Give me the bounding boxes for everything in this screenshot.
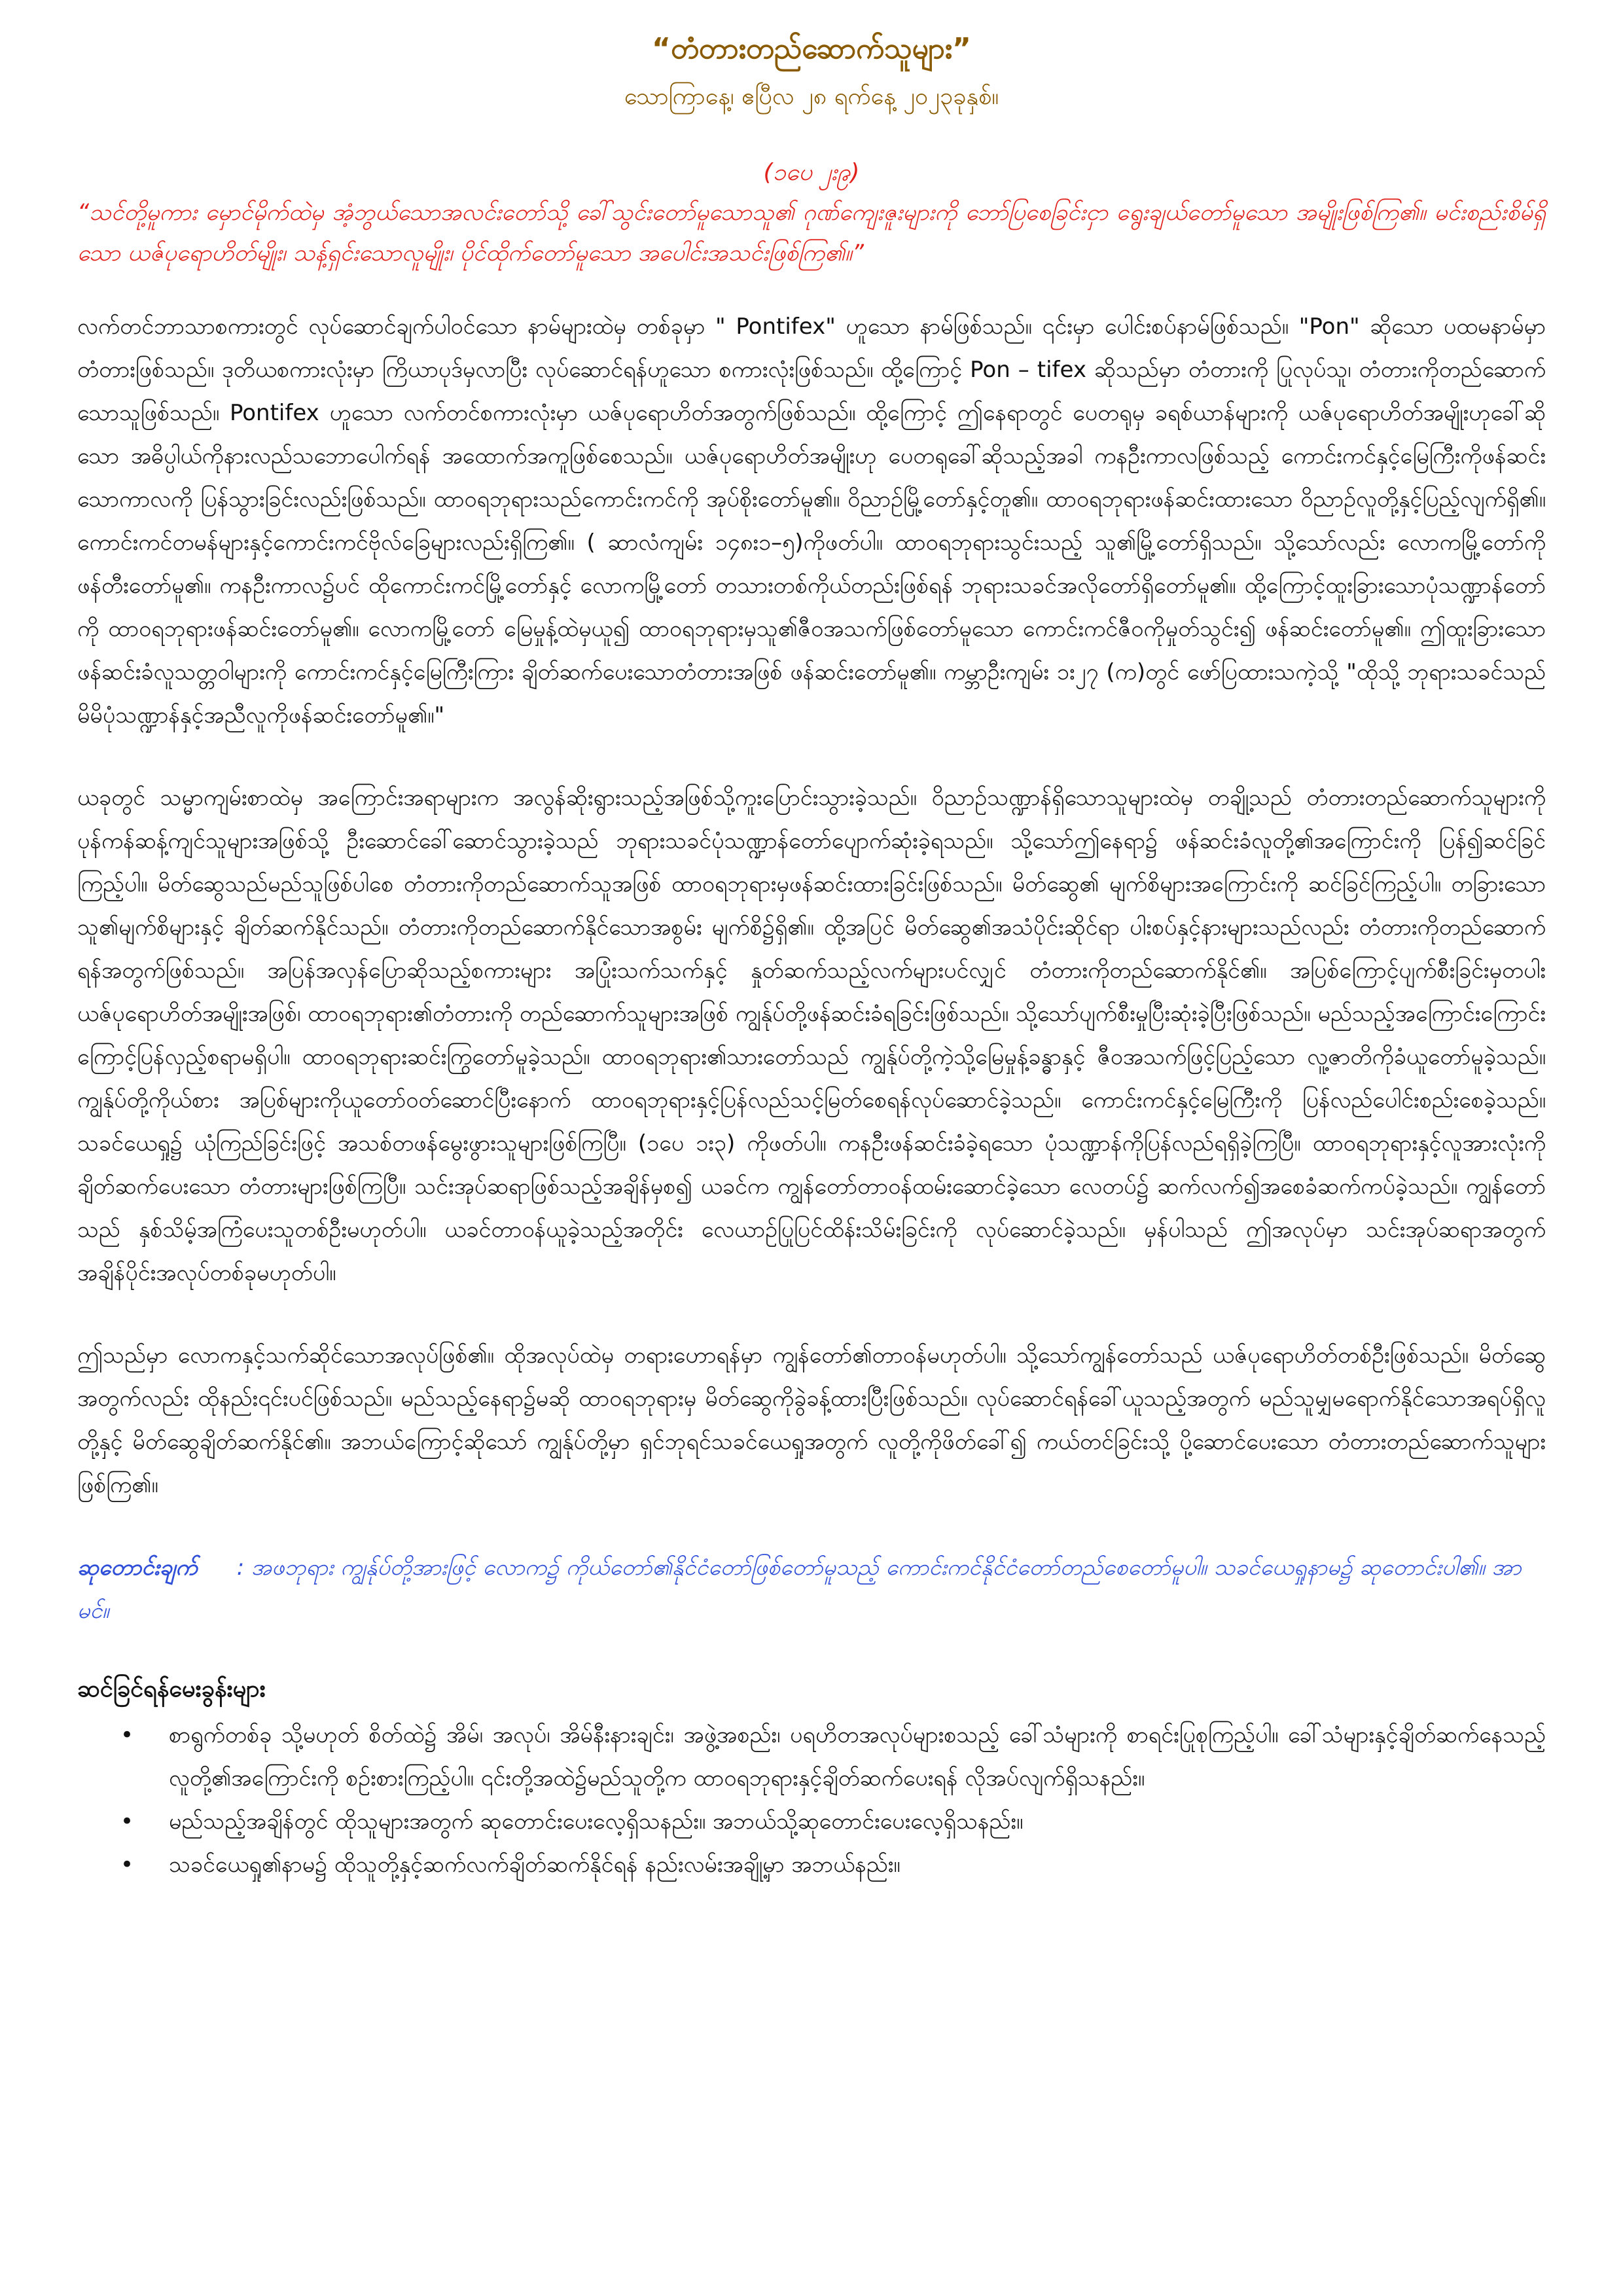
question-item [120, 1713, 1546, 1800]
page-title: “တံတားတည်ဆောက်သူများ” [652, 32, 971, 65]
body-paragraph-2: ယခုတွင် သမ္မာကျမ်းစာထဲမှ အကြောင်းအရာများက အလွန်ဆိုးရွားသည့်အဖြစ်သို့ကူးပြောင်းသွားခဲ့သည်။ ဝိညာဉ်သဏ္ဍာန်ရှိသောသူများထဲမှ တချို့သည် တံတားတည်ဆောက်သူများကို ပုန်ကန်ဆန့်ကျင်သူများအဖြစ်သို့ ဦးဆောင်ခေါ်ဆောင်သွားခဲ့သည် ဘုရားသခင်ပုံသဏ္ဍာန်တော်ပျောက်ဆုံးခဲ့ရသည်။ သို့သော်ဤနေရာ၌ ဖန်ဆင်းခံလူတို့၏အကြောင်းကို ပြန်၍ဆင်ခြင်ကြည့်ပါ။ မိတ်ဆွေသည်မည်သူဖြစ်ပါစေ တံတားကိုတည်ဆောက်သူအဖြစ် ထာဝရဘုရားမှဖန်ဆင်းထားခြင်းဖြစ်သည်။ မိတ်ဆွေ၏ မျက်စိများအကြောင်းကို ဆင်ခြင်ကြည့်ပါ။ တခြားသောသူ၏မျက်စိများနှင့် ချိတ်ဆက်နိုင်သည်။ တံတားကိုတည်ဆောက်နိုင်သောအစွမ်း မျက်စိ၌ရှိ၏။ ထို့အပြင် မိတ်ဆွေ၏အသံပိုင်းဆိုင်ရာ ပါးစပ်နှင့်နားများသည်လည်း တံတားကိုတည်ဆောက်ရန်အတွက်ဖြစ်သည်။ အပြန်အလှန်ပြောဆိုသည့်စကားများ အပြုံးသက်သက်နှင့် နှုတ်ဆက်သည့်လက်များပင်လျှင် တံတားကိုတည်ဆောက်နိုင်၏။ အပြစ်ကြောင့်ပျက်စီးခြင်းမှတပါး ယဇ်ပုရောဟိတ်အမျိုးအဖြစ်၊ ထာဝရဘုရား၏တံတားကို တည်ဆောက်သူများအဖြစ် ကျွန်ုပ်တို့ဖန်ဆင်းခံရခြင်းဖြစ်သည်။ သို့သော်ပျက်စီးမှုပြီးဆုံးခဲ့ပြီးဖြစ်သည်။ မည်သည့်အကြောင်းကြောင်းကြောင့်ပြန်လှည့်စရာမရှိပါ။ ထာဝရဘုရားဆင်းကြွတော်မူခဲ့သည်။ ထာဝရဘုရား၏သားတော်သည် ကျွန်ုပ်တို့ကဲ့သို့မြေမှုန့်ခန္ဓာနှင့် ဇီဝအသက်ဖြင့်ပြည့်သော လူ့ဇာတိကိုခံယူတော်မူခဲ့သည်။ ကျွန်ုပ်တို့ကိုယ်စား အပြစ်များကိုယူတော်ဝတ်ဆောင်ပြီးနောက် ထာဝရဘုရားနှင့်ပြန်လည်သင့်မြတ်စေရန်လုပ်ဆောင်ခဲ့သည်။ ကောင်းကင်နှင့်မြေကြီးကို ပြန်လည်ပေါင်းစည်းစေခဲ့သည်။ သခင်ယေရှု၌ ယုံကြည်ခြင်းဖြင့် အသစ်တဖန်မွေးဖွားသူများဖြစ်ကြပြီ။ (၁ပေ ၁း၃) ကိုဖတ်ပါ။ ကနဦးဖန်ဆင်းခံခဲ့ရသော ပုံသဏ္ဍာန်ကိုပြန်လည်ရရှိခဲ့ကြပြီ။ ထာဝရဘုရားနှင့်လူအားလုံးကိုချိတ်ဆက်ပေးသော တံတားများဖြစ်ကြပြီ။ သင်းအုပ်ဆရာဖြစ်သည့်အချိန်မှစ၍ ယခင်က ကျွန်တော်တာဝန်ထမ်းဆောင်ခဲ့သော လေတပ်၌ ဆက်လက်၍အစေခံဆက်ကပ်ခဲ့သည်။ ကျွန်တော်သည် နှစ်သိမ့်အကြံပေးသူတစ်ဦးမဟုတ်ပါ။ ယခင်တာဝန်ယူခဲ့သည့်အတိုင်း လေယာဉ်ပြုပြင်ထိန်းသိမ်းခြင်းကို လုပ်ဆောင်ခဲ့သည်။ မှန်ပါသည် ဤအလုပ်မှာ သင်းအုပ်ဆရာအတွက် အချိန်ပိုင်းအလုပ်တစ်ခုမဟုတ်ပါ။ [77, 785, 1546, 1286]
question-text: မည်သည့်အချိန်တွင် ထိုသူများအတွက် ဆုတောင်းပေးလေ့ရှိသနည်း။ အဘယ်သို့ဆုတောင်းပေးလေ့ရှိသနည်း။ [169, 1808, 1024, 1835]
prayer-label: ဆုတောင်းချက် [77, 1554, 198, 1581]
questions-heading: ဆင်ခြင်ရန်မေးခွန်းများ [77, 1676, 266, 1702]
bullet-icon: • [120, 1808, 134, 1835]
questions-list [77, 1713, 1546, 1886]
question-item [120, 1800, 1546, 1843]
prayer-text: : အဖဘုရား ကျွန်ုပ်တို့အားဖြင့် လောက၌ ကိုယ်တော်၏နိုင်ငံတော်ဖြစ်တော်မူသည့် ကောင်းကင်နိုင်ငံတော်တည်စေတော်မူပါ။ သခင်ယေရှုနာမ၌ ဆုတောင်းပါ၏။ အာမင်။ [77, 1554, 1522, 1624]
body-paragraph-3: ဤသည်မှာ လောကနှင့်သက်ဆိုင်သောအလုပ်ဖြစ်၏။ ထိုအလုပ်ထဲမှ တရားဟောရန်မှာ ကျွန်တော်၏တာဝန်မဟုတ်ပါ။ သို့သော်ကျွန်တော်သည် ယဇ်ပုရောဟိတ်တစ်ဦးဖြစ်သည်။ မိတ်ဆွေအတွက်လည်း ထိုနည်း၎င်းပင်ဖြစ်သည်။ မည်သည့်နေရာ၌မဆို ထာဝရဘုရားမှ မိတ်ဆွေကိုခွဲခန့်ထားပြီးဖြစ်သည်။ လုပ်ဆောင်ရန်ခေါ်ယူသည့်အတွက် မည်သူမျှမရောက်နိုင်သောအရပ်ရှိလူတို့နှင့် မိတ်ဆွေချိတ်ဆက်နိုင်၏။ အဘယ်ကြောင့်ဆိုသော် ကျွန်ုပ်တို့မှာ ရှင်ဘုရင်သခင်ယေရှုအတွက် လူတို့ကိုဖိတ်ခေါ်၍ ကယ်တင်ခြင်းသို့ ပို့ဆောင်ပေးသော တံတားတည်ဆောက်သူများဖြစ်ကြ၏။ [77, 1342, 1546, 1498]
bullet-icon: • [120, 1852, 134, 1878]
verse-text: “သင်တို့မူကား မှောင်မိုက်ထဲမှ အံ့ဘွယ်သောအလင်းတော်သို့ ခေါ်သွင်းတော်မူသောသူ၏ ဂုဏ်ကျေးဇူးများကို ဘော်ပြစေခြင်းငှာ ရွေးချယ်တော်မူသော အမျိုးဖြစ်ကြ၏။ မင်းစည်းစိမ်ရှိသော ယဇ်ပုရောဟိတ်မျိုး၊ သန့်ရှင်းသောလူမျိုး၊ ပိုင်ထိုက်တော်မူသော အပေါင်းအသင်းဖြစ်ကြ၏။” [77, 200, 1546, 266]
bullet-icon: • [120, 1722, 134, 1748]
question-text: စာရွက်တစ်ခု သို့မဟုတ် စိတ်ထဲ၌ အိမ်၊ အလုပ်၊ အိမ်နီးနားချင်း၊ အဖွဲ့အစည်း၊ ပရဟိတအလုပ်များစသည့် ခေါ်သံများကို စာရင်းပြုစုကြည့်ပါ။ ခေါ်သံများနှင့်ချိတ်ဆက်နေသည့် လူတို့၏အကြောင်းကို စဉ်းစားကြည့်ပါ။ ၎င်းတို့အထဲ၌မည်သူတို့က ထာဝရဘုရားနှင့်ချိတ်ဆက်ပေးရန် လိုအပ်လျက်ရှိသနည်း။ [169, 1722, 1546, 1791]
question-item [120, 1843, 1546, 1886]
body-paragraph-1: လက်တင်ဘာသာစကားတွင် လုပ်ဆောင်ချက်ပါဝင်သော နာမ်များထဲမှ တစ်ခုမှာ " Pontifex" ဟူသော နာမ်ဖြစ်သည်။ ၎င်းမှာ ပေါင်းစပ်နာမ်ဖြစ်သည်။ "Pon" ဆိုသော ပထမနာမ်မှာ တံတားဖြစ်သည်။ ဒုတိယစကားလုံးမှာ ကြိယာပုဒ်မှလာပြီး လုပ်ဆောင်ရန်ဟူသော စကားလုံးဖြစ်သည်။ ထို့ကြောင့် Pon – tifex ဆိုသည်မှာ တံတားကို ပြုလုပ်သူ၊ တံတားကိုတည်ဆောက်သောသူဖြစ်သည်။ Pontifex ဟူသော လက်တင်စကားလုံးမှာ ယဇ်ပုရောဟိတ်အတွက်ဖြစ်သည်။ ထို့ကြောင့် ဤနေရာတွင် ပေတရုမှ ခရစ်ယာန်များကို ယဇ်ပုရောဟိတ်အမျိုးဟုခေါ်ဆိုသော အဓိပ္ပါယ်ကိုနားလည်သဘောပေါက်ရန် အထောက်အကူဖြစ်စေသည်။ ယဇ်ပုရောဟိတ်အမျိုးဟု ပေတရုခေါ်ဆိုသည့်အခါ ကနဦးကာလဖြစ်သည့် ကောင်းကင်နှင့်မြေကြီးကိုဖန်ဆင်းသောကာလကို ပြန်သွားခြင်းလည်းဖြစ်သည်။ ထာဝရဘုရားသည်ကောင်းကင်ကို အုပ်စိုးတော်မူ၏။ ဝိညာဉ်မြို့တော်နှင့်တူ၏။ ထာဝရဘုရားဖန်ဆင်းထားသော ဝိညာဉ်လူတို့နှင့်ပြည့်လျက်ရှိ၏။ ကောင်းကင်တမန်များနှင့်ကောင်းကင်ဗိုလ်ခြေများလည်းရှိကြ၏။ ( ဆာလံကျမ်း ၁၄၈း၁–၅)ကိုဖတ်ပါ။ ထာဝရဘုရားသွင်းသည့် သူ၏မြို့တော်ရှိသည်။ သို့သော်လည်း လောကမြို့တော်ကိုဖန်တီးတော်မူ၏။ ကနဦးကာလ၌ပင် ထိုကောင်းကင်မြို့တော်နှင့် လောကမြို့တော် တသားတစ်ကိုယ်တည်းဖြစ်ရန် ဘုရားသခင်အလိုတော်ရှိတော်မူ၏။ ထို့ကြောင့်ထူးခြားသောပုံသဏ္ဍာန်တော်ကို ထာဝရဘုရားဖန်ဆင်းတော်မူ၏။ လောကမြို့တော် မြေမှုန့်ထဲမှယူ၍ ထာဝရဘုရားမှသူ၏ဇီဝအသက်ဖြစ်တော်မူသော ကောင်းကင်ဇီဝကိုမှုတ်သွင်း၍ ဖန်ဆင်းတော်မူ၏။ ဤထူးခြားသော ဖန်ဆင်းခံလူသတ္တဝါများကို ကောင်းကင်နှင့်မြေကြီးကြား ချိတ်ဆက်ပေးသောတံတားအဖြစ် ဖန်ဆင်းတော်မူ၏။ ကမ္ဘာဦးကျမ်း ၁း၂၇ (က)တွင် ဖော်ပြထားသကဲ့သို့ "ထိုသို့ ဘုရားသခင်သည် မိမိပုံသဏ္ဍာန်နှင့်အညီလူကိုဖန်ဆင်းတော်မူ၏။" [77, 314, 1546, 728]
question-text: သခင်ယေရှု၏နာမ၌ ထိုသူတို့နှင့်ဆက်လက်ချိတ်ဆက်နိုင်ရန် နည်းလမ်းအချို့မှာ အဘယ်နည်း။ [169, 1852, 901, 1878]
date-line: သောကြာနေ့၊ ဧပြီလ ၂၈ ရက်နေ့ ၂၀၂၃ခုနှစ်။ [624, 83, 999, 110]
verse-reference: (၁ပေ ၂း၉) [763, 159, 860, 186]
prayer-section [77, 1546, 1546, 1632]
